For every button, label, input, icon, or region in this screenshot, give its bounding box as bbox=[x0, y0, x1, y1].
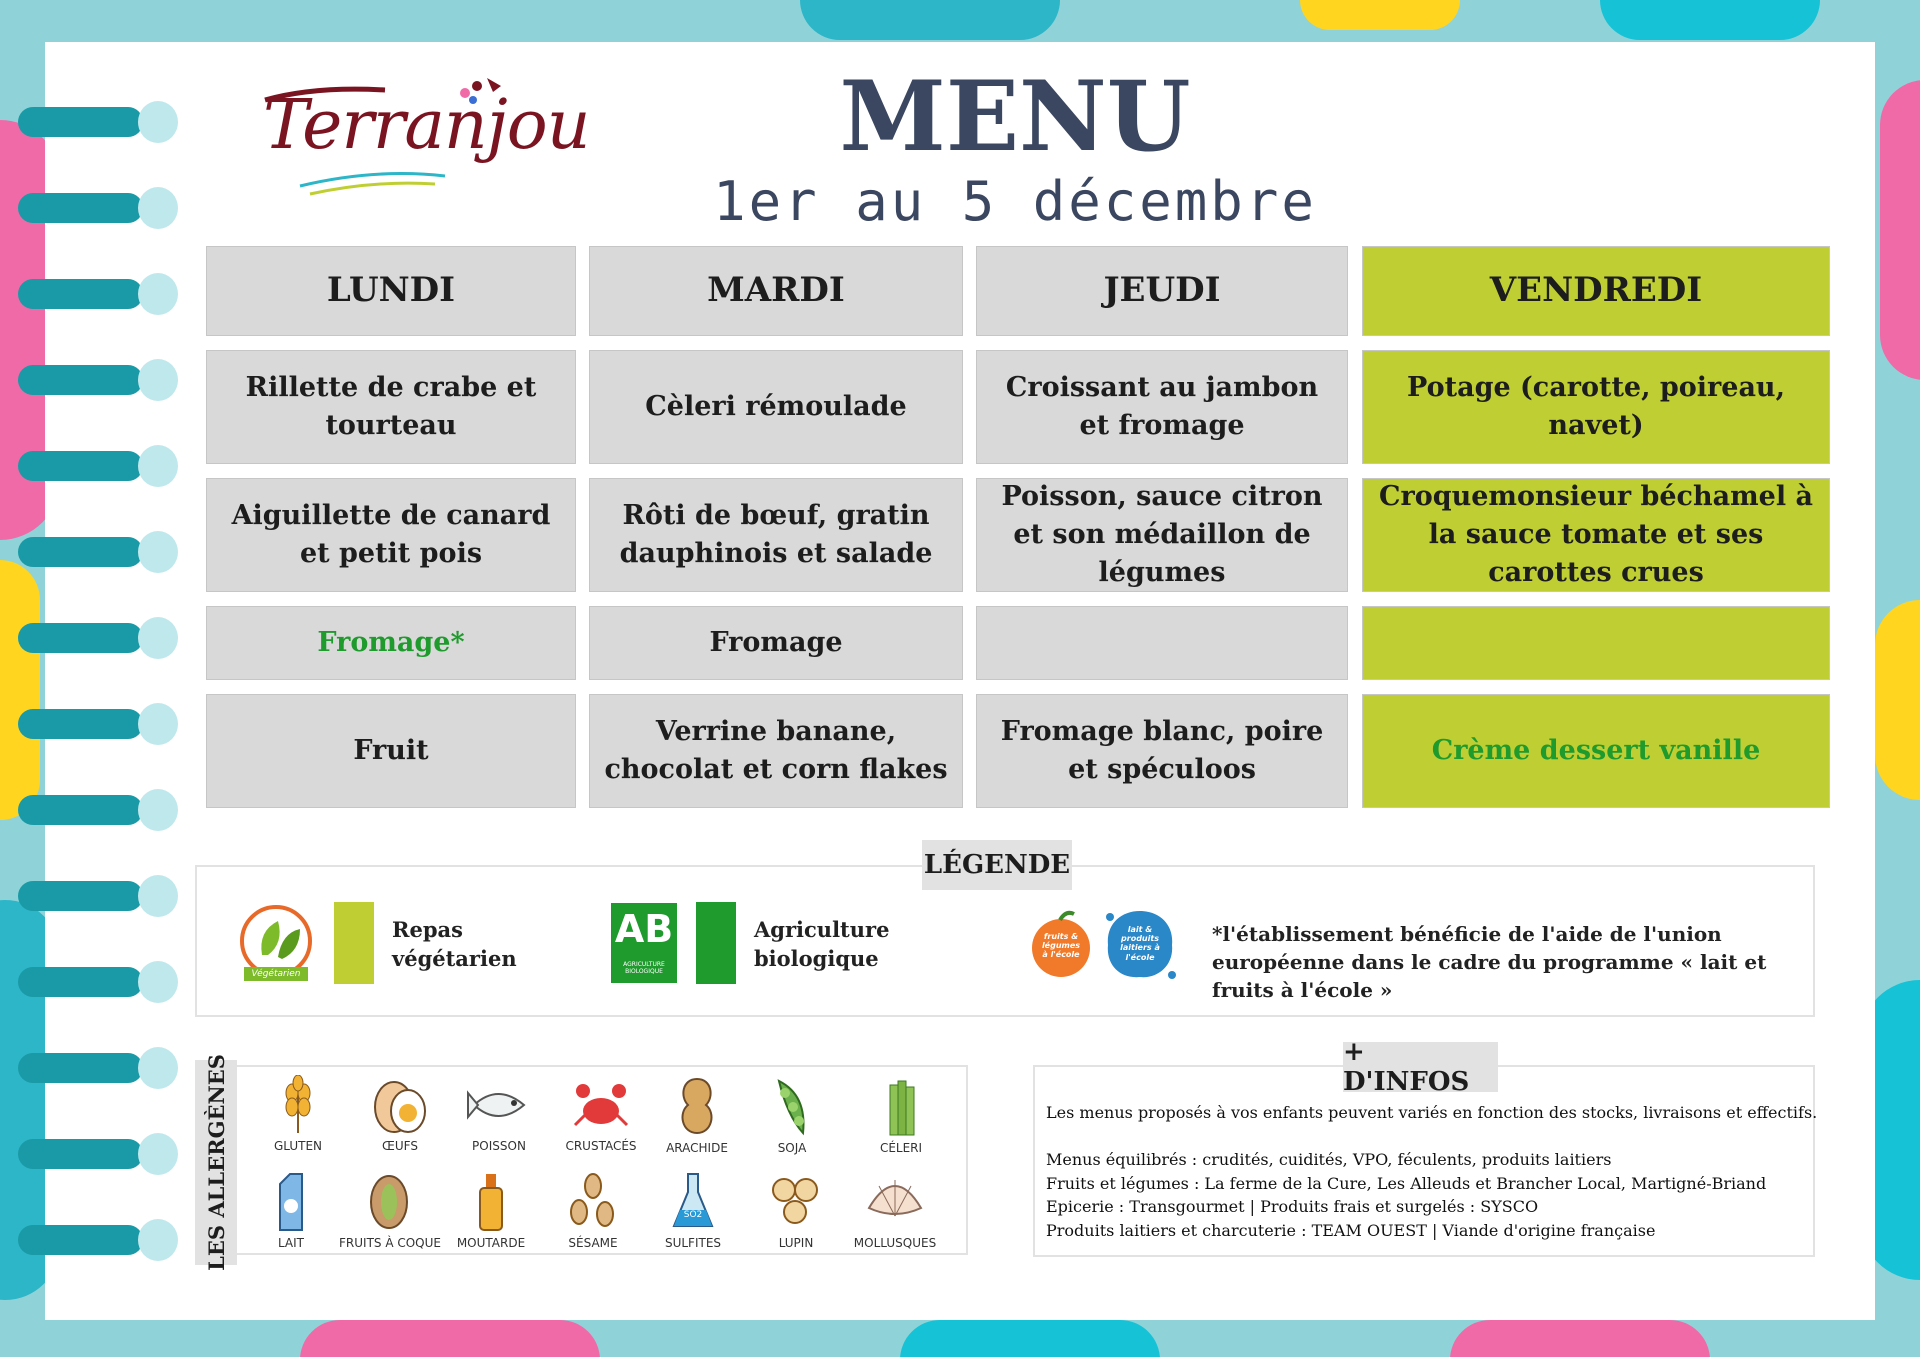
menu-cell-organic: Fromage* bbox=[206, 606, 576, 680]
fruits-school-logo-text: fruits & légumes à l'école bbox=[1041, 932, 1081, 960]
allergen-label: MOUTARDE bbox=[456, 1236, 526, 1250]
organic-ab-logo-icon bbox=[611, 903, 677, 983]
menu-cell: Poisson, sauce citron et son médaillon de légumes bbox=[976, 478, 1348, 592]
menu-cell: Fromage bbox=[589, 606, 963, 680]
info-line: Les menus proposés à vos enfants peuvent variés en fonction des stocks, livraisons et effectifs. bbox=[1046, 1103, 1818, 1122]
allergen-label: SULFITES bbox=[664, 1236, 722, 1250]
page-subtitle: 1er au 5 décembre bbox=[713, 170, 1317, 233]
egg-icon bbox=[370, 1075, 430, 1135]
allergen-crustaces bbox=[551, 1075, 651, 1153]
menu-cell-empty bbox=[976, 606, 1348, 680]
menu-cell-organic: Crème dessert vanille bbox=[1362, 694, 1830, 808]
allergen-sulfites bbox=[643, 1170, 743, 1250]
menu-cell: Rôti de bœuf, gratin dauphinois et salade bbox=[589, 478, 963, 592]
menu-cell: Cèleri rémoulade bbox=[589, 350, 963, 464]
allergen-mollusques bbox=[845, 1170, 945, 1250]
vegetarian-color-swatch bbox=[334, 902, 374, 984]
allergen-sesame bbox=[543, 1170, 643, 1250]
info-line: Produits laitiers et charcuterie : TEAM OUEST | Viande d'origine française bbox=[1046, 1221, 1656, 1240]
info-line: Epicerie : Transgourmet | Produits frais et surgelés : SYSCO bbox=[1046, 1197, 1539, 1216]
terranjou-logo bbox=[255, 68, 590, 203]
infos-title: + D'INFOS bbox=[1343, 1042, 1498, 1092]
page-title: MENU bbox=[839, 60, 1191, 173]
vegetarian-logo-text: Végétarien bbox=[251, 969, 301, 979]
menu-cell: Croissant au jambon et fromage bbox=[976, 350, 1348, 464]
mustard-icon bbox=[466, 1170, 516, 1232]
allergen-arachide bbox=[647, 1075, 747, 1155]
legend-title: LÉGENDE bbox=[922, 840, 1072, 890]
lupin-icon bbox=[766, 1170, 826, 1232]
organic-ab-logo-text: AB bbox=[614, 907, 674, 951]
allergen-label: ARACHIDE bbox=[666, 1141, 728, 1155]
flask-icon bbox=[668, 1170, 718, 1232]
day-header-vendredi: VENDREDI bbox=[1362, 246, 1830, 336]
allergen-celeri bbox=[851, 1075, 951, 1155]
logo-text: Terranjou bbox=[263, 86, 590, 165]
organic-label: Agriculture biologique bbox=[754, 917, 890, 972]
allergen-gluten bbox=[248, 1075, 348, 1153]
allergen-moutarde bbox=[441, 1170, 541, 1250]
info-line: Fruits et légumes : La ferme de la Cure, Les Alleuds et Brancher Local, Martigné-Briand bbox=[1046, 1174, 1767, 1193]
allergens-title-tab bbox=[195, 1054, 237, 1271]
vegetarian-logo-icon bbox=[238, 903, 314, 983]
milk-school-logo-icon bbox=[1100, 905, 1180, 985]
allergen-label: CRUSTACÉS bbox=[565, 1139, 637, 1153]
menu-cell: Fromage blanc, poire et spéculoos bbox=[976, 694, 1348, 808]
crab-icon bbox=[571, 1075, 631, 1135]
day-header-jeudi: JEUDI bbox=[976, 246, 1348, 336]
shell-icon bbox=[863, 1170, 927, 1232]
allergen-label: ŒUFS bbox=[382, 1139, 418, 1153]
allergen-oeufs bbox=[350, 1075, 450, 1153]
sesame-icon bbox=[563, 1170, 623, 1232]
allergen-label: SOJA bbox=[777, 1141, 807, 1155]
allergen-label: LUPIN bbox=[778, 1236, 814, 1250]
allergen-lupin bbox=[746, 1170, 846, 1250]
allergen-poisson bbox=[449, 1075, 549, 1153]
allergen-lait bbox=[241, 1170, 341, 1250]
milk-school-logo-text: lait & produits laitiers à l'école bbox=[1120, 925, 1160, 962]
vegetarian-label: Repas végétarien bbox=[392, 917, 517, 972]
allergens-title: LES ALLERGÈNES bbox=[203, 1054, 229, 1271]
eu-program-note: *l'établissement bénéficie de l'aide de l'union européenne dans le cadre du programme « lait et fruits à l'école » bbox=[1212, 922, 1767, 1002]
fish-icon bbox=[466, 1075, 532, 1135]
soy-icon bbox=[767, 1075, 817, 1137]
menu-cell-empty bbox=[1362, 606, 1830, 680]
allergen-soja bbox=[742, 1075, 842, 1155]
celery-icon bbox=[876, 1075, 926, 1137]
allergen-label: SÉSAME bbox=[568, 1236, 618, 1250]
allergen-fruits-a-coque bbox=[339, 1170, 439, 1250]
so2-text: SO2 bbox=[683, 1210, 703, 1220]
wheat-icon bbox=[273, 1075, 323, 1135]
fruits-school-logo-icon bbox=[1030, 910, 1092, 980]
allergen-label: FRUITS À COQUE bbox=[339, 1236, 441, 1250]
menu-cell: Rillette de crabe et tourteau bbox=[206, 350, 576, 464]
allergen-label: LAIT bbox=[277, 1236, 305, 1250]
nut-icon bbox=[364, 1170, 414, 1232]
allergen-label: POISSON bbox=[472, 1139, 526, 1153]
menu-cell: Croquemonsieur béchamel à la sauce tomate et ses carottes crues bbox=[1362, 478, 1830, 592]
peanut-icon bbox=[672, 1075, 722, 1137]
menu-cell: Aiguillette de canard et petit pois bbox=[206, 478, 576, 592]
organic-ab-logo-subtext: AGRICULTURE BIOLOGIQUE bbox=[623, 961, 665, 976]
milk-icon bbox=[266, 1170, 316, 1232]
allergen-label: CÉLERI bbox=[879, 1141, 923, 1155]
menu-cell: Potage (carotte, poireau, navet) bbox=[1362, 350, 1830, 464]
day-header-mardi: MARDI bbox=[589, 246, 963, 336]
info-line: Menus équilibrés : crudités, cuidités, VPO, féculents, produits laitiers bbox=[1046, 1150, 1612, 1169]
menu-cell: Fruit bbox=[206, 694, 576, 808]
day-header-lundi: LUNDI bbox=[206, 246, 576, 336]
menu-cell: Verrine banane, chocolat et corn flakes bbox=[589, 694, 963, 808]
organic-color-swatch bbox=[696, 902, 736, 984]
allergen-label: GLUTEN bbox=[273, 1139, 323, 1153]
allergen-label: MOLLUSQUES bbox=[853, 1236, 937, 1250]
